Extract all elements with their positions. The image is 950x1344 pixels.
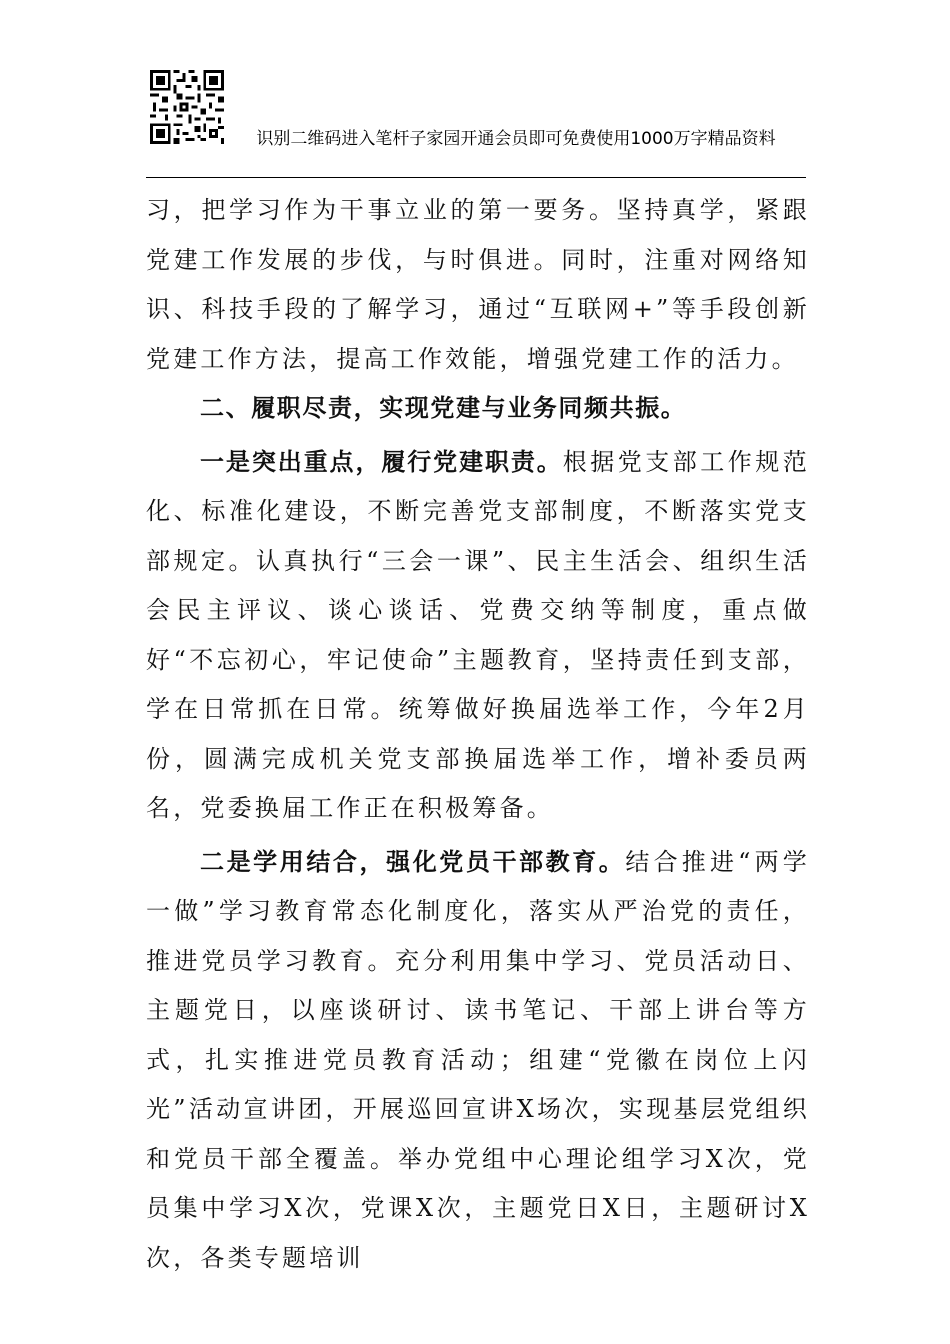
header-divider	[146, 177, 806, 178]
document-body	[146, 186, 810, 1283]
paragraph-lead: 一是突出重点，履行党建职责。	[200, 447, 563, 476]
paragraph-member-education	[146, 838, 810, 1284]
paragraph-lead: 二是学用结合，强化党员干部教育。	[200, 847, 626, 876]
section-heading: 二、履职尽责，实现党建与业务同频共振。	[200, 394, 687, 422]
paragraph-party-duties	[146, 438, 810, 834]
qr-code-icon	[150, 70, 224, 144]
paragraph-text: 结合推进“两学一做”学习教育常态化制度化，落实从严治党的责任，推进党员学习教育。充分利用集中学习、党员活动日、主题党日，以座谈研讨、读书笔记、干部上讲台等方式，扎实推进党员教育活动；组建“党徽在岗位上闪光”活动宣讲团，开展巡回宣讲X场次，实现基层党组织和党员干部全覆盖。举办党组中心理论组学习X次，党员集中学习X次，党课X次，主题党日X日，主题研讨X次，各类专题培训	[146, 847, 810, 1272]
header-notice: 识别二维码进入笔杆子家园开通会员即可免费使用1000万字精品资料	[256, 129, 776, 149]
paragraph-text: 根据党支部工作规范化、标准化建设，不断完善党支部制度，不断落实党支部规定。认真执行“三会一课”、民主生活会、组织生活会民主评议、谈心谈话、党费交纳等制度，重点做好“不忘初心，牢记使命”主题教育，坚持责任到支部，学在日常抓在日常。统筹做好换届选举工作，今年2月份，圆满完成机关党支部换届选举工作，增补委员两名，党委换届工作正在积极筹备。	[146, 447, 810, 822]
paragraph-continuation: 习，把学习作为干事立业的第一要务。坚持真学，紧跟党建工作发展的步伐，与时俱进。同时，注重对网络知识、科技手段的了解学习，通过“互联网+”等手段创新党建工作方法，提高工作效能，增强党建工作的活力。	[146, 196, 810, 373]
